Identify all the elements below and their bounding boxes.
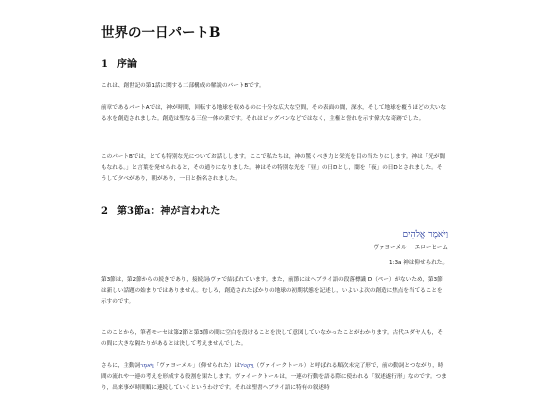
- section-title: 序論: [117, 59, 137, 70]
- verse-transliteration: [373, 243, 448, 251]
- verse-translation: 1:3a 神は仰せられた。: [389, 260, 448, 266]
- paragraph-part-b: このパートBでは，とても特別な光についてお話しします。ここで私たちは，神の驚くべき力と栄光を目の当たりにします。神は「光が闇もなれる。」と言葉を発せられると，その通りになりました。神はその特別な光を「昼」の日Dとし，闇を「夜」の日Dとされました。そうして夕べがあり，朝があり，一日と指名されました。: [101, 154, 446, 182]
- transliteration-word: エローヒーム: [414, 245, 448, 251]
- paragraph-verse-3a-1: [101, 275, 448, 308]
- paragraph-verse-3a-2: このことから，筆者モーセは第2節と第3節の間に空白を設けることを決して意図していなかったことがわかります。古代ユダヤ人も，その間に大きな隔たりがあるとは決して考えませんでした。: [101, 330, 443, 347]
- text-fragment: ヴァで結ばれています。また，前節にはヘブライ語の段落標識 D（ペー）がないため，第3節は新しい話題の始まりではありません。むしろ，創造されたばかりの地球の初期状態を記述し，いよいよ次の創造に焦点を当てることを示すのです。: [101, 277, 443, 305]
- hebrew-word: וַיִּקְטֹל: [240, 363, 254, 369]
- section-title: 第3節a：神が言われた: [117, 206, 221, 217]
- hebrew-verse: וַיֹּאמֶר אֱלֹהִים: [402, 230, 448, 240]
- transliteration-word: ヴァヨーメル: [373, 245, 407, 251]
- paragraph-part-a: 前章であるパートAでは，神が時間，回転する地球を収めるのに十分な広大な空間，その表面の闇，深水，そして地球を覆うほどの大いなる水を創造されました。創造は聖なる三位一体の業です。それはビッグバンなどではなく，主権と誉れを示す偉大な奇跡でした。: [101, 105, 447, 122]
- text-fragment: （ヴァイークトール）と呼ばれる順次未完了形で，前の動詞とつながり，時間の流れや一連の考えを形成する役割を果たします。ヴァイークトールは，一連の行動を語る際に使われる「叙述遂行形」なのです。つまり，出来事が時間順に連続していくというわけです。それは聖書ヘブライ語に特有の叙述時: [101, 363, 447, 391]
- paragraph-verse-3a-3: [101, 361, 448, 394]
- section-heading-verse-3a: [101, 202, 220, 217]
- text-fragment: 「ヴァヨーメル」（仰せられた）は: [153, 363, 241, 369]
- section-heading-intro: [101, 55, 137, 70]
- text-fragment: 第3節は，第2節からの続きであり，接続詞: [101, 277, 209, 283]
- page-title: 世界の一日パートB: [101, 25, 221, 41]
- paragraph-intro: これは、創世記の第1話に関する二部構成の解説のパートBです。: [101, 83, 265, 89]
- section-number: 1: [101, 59, 108, 70]
- text-fragment: さらに，主動詞: [101, 363, 141, 369]
- hebrew-word: וַיֹּאמֶר: [140, 363, 154, 369]
- section-number: 2: [101, 206, 108, 217]
- hebrew-word: ו: [208, 277, 211, 283]
